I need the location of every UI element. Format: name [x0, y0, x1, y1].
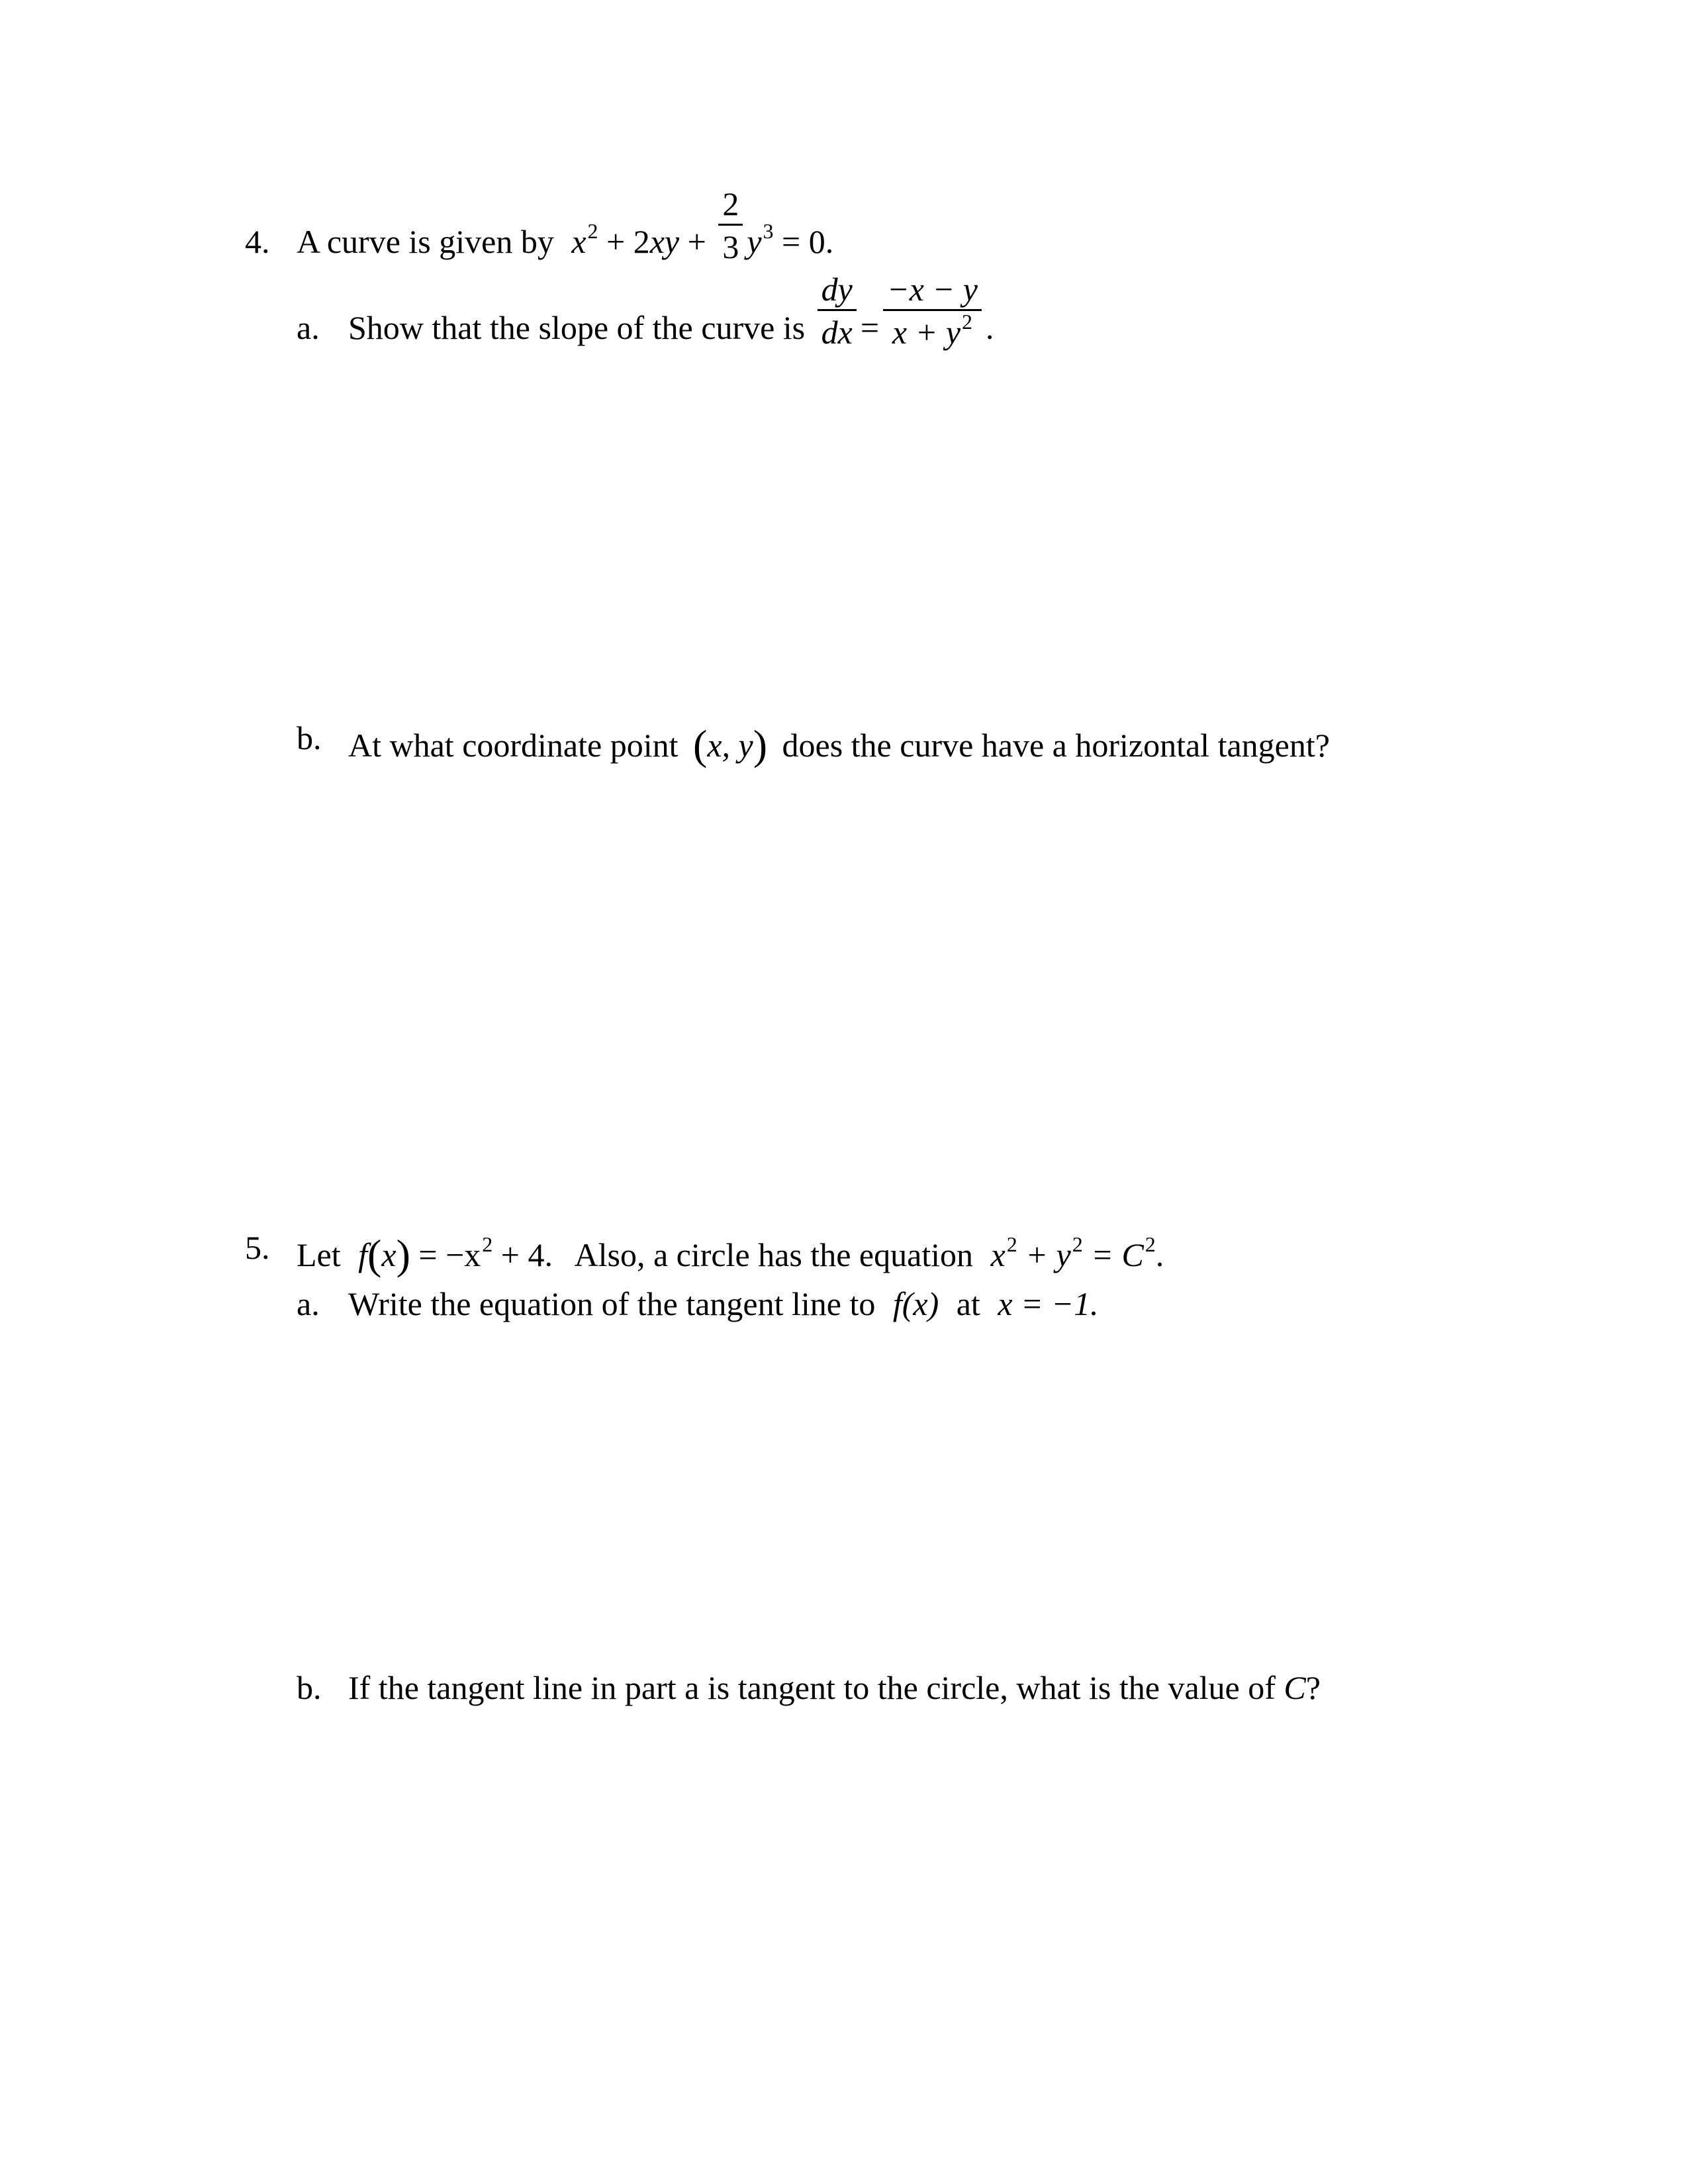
circle-equation: $x^2 + y^2 = C^2$.	[990, 1232, 1164, 1273]
variable-c: C	[1284, 1669, 1306, 1706]
two-thirds-fraction: $\frac{2}{3}$	[718, 187, 743, 265]
part-label: a.	[297, 309, 320, 346]
part-text: Show that the slope of the curve is	[348, 309, 806, 346]
x-value-condition: x = −1.	[998, 1285, 1099, 1322]
part-label: a.	[297, 1285, 320, 1322]
problem-number: 5.	[245, 1229, 270, 1266]
curve-equation: $x^2 + 2xy$ + $\frac{2}{3}$ $y^3 = 0$.	[571, 185, 834, 266]
part-label: b.	[297, 1669, 322, 1706]
problem-intro: A curve is given by	[297, 223, 554, 260]
part-label: b.	[297, 719, 322, 756]
dy-dx-fraction: $\frac{dy}{dx}$	[818, 272, 857, 350]
slope-fraction: $\frac{-x - y}{x + y^2}$	[883, 272, 982, 350]
coordinate-point: (x, y)	[693, 721, 768, 768]
function-reference: f(x)	[892, 1285, 939, 1322]
problem-number: 4.	[245, 223, 270, 260]
function-definition: $f(x) = -x^2 + 4$.	[358, 1231, 553, 1278]
